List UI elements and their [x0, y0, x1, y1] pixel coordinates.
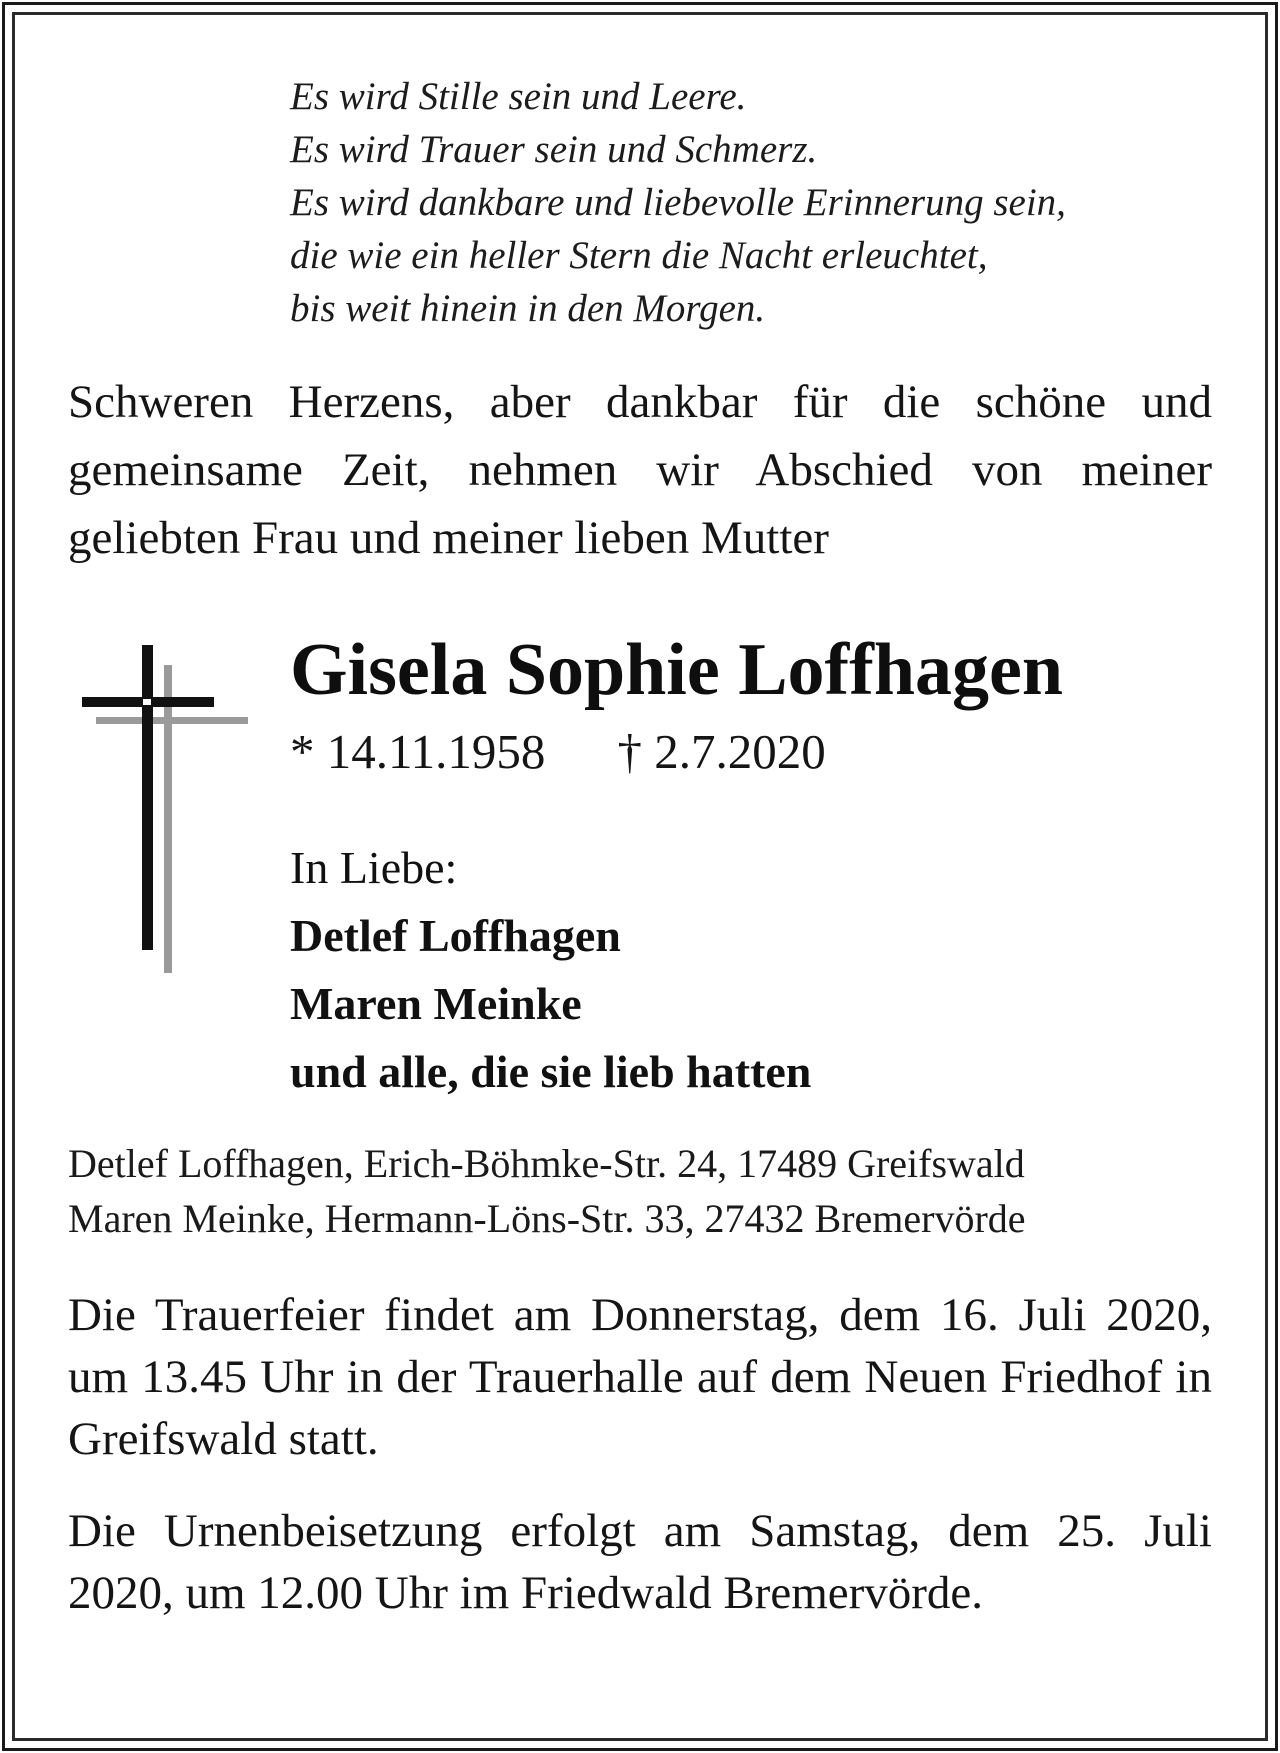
- death-date: † 2.7.2020: [617, 724, 826, 779]
- deceased-name: Gisela Sophie Loffhagen: [290, 629, 1063, 711]
- poem-line: Es wird Stille sein und Leere.: [290, 75, 747, 118]
- mourner-name: Maren Meinke: [290, 978, 582, 1029]
- mourners-heading: In Liebe:: [290, 842, 458, 893]
- birth-date: * 14.11.1958: [290, 724, 546, 779]
- mourners: [290, 834, 811, 1106]
- mourner-name: und alle, die sie lieb hatten: [290, 1046, 812, 1097]
- poem-line: die wie ein heller Stern die Nacht erleuchtet,: [290, 234, 988, 277]
- address-line: Maren Meinke, Hermann-Löns-Str. 33, 27432 Bremervörde: [68, 1196, 1026, 1241]
- poem-line: Es wird dankbare und liebevolle Erinnerung sein,: [290, 181, 1066, 224]
- urn-burial-text: Die Urnenbeisetzung erfolgt am Samstag, dem 25. Juli 2020, um 12.00 Uhr im Friedwald Bremervörde.: [68, 1505, 1212, 1619]
- intro-text: Schweren Herzens, aber dankbar für die schöne und gemeinsame Zeit, nehmen wir Abschied von meiner geliebten Frau und meiner lieben Mutter: [68, 376, 1212, 564]
- mourner-name: Detlef Loffhagen: [290, 910, 621, 961]
- life-dates: [290, 722, 826, 782]
- poem-line: bis weit hinein in den Morgen.: [290, 287, 766, 330]
- poem: [290, 70, 1066, 335]
- poem-line: Es wird Trauer sein und Schmerz.: [290, 128, 818, 171]
- addresses: [68, 1136, 1026, 1246]
- cross-icon: [70, 635, 250, 975]
- address-line: Detlef Loffhagen, Erich-Böhmke-Str. 24, 17489 Greifswald: [68, 1141, 1025, 1186]
- funeral-service-text: Die Trauerfeier findet am Donnerstag, dem 16. Juli 2020, um 13.45 Uhr in der Trauerhalle auf dem Neuen Friedhof in Greifswald statt.: [68, 1289, 1212, 1465]
